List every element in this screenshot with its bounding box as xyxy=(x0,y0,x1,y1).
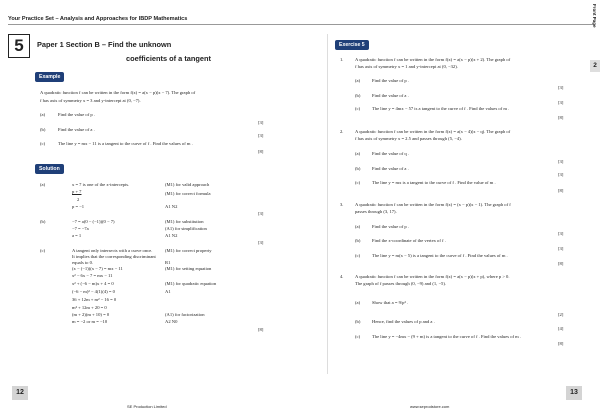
example-intro: A quadratic function f can be written in the form f(x) = a(x − p)(x − 7). The graph of xyxy=(40,90,196,95)
marks: [3] xyxy=(558,159,564,164)
solution-line: x² + (−6 − m)x + 4 = 0 xyxy=(72,281,114,286)
solution-part-label: (a) xyxy=(40,182,46,187)
solution-line: 2 xyxy=(77,197,80,202)
marks: [8] xyxy=(258,149,264,154)
question-part-label: (c) xyxy=(355,334,361,339)
marks: [3] xyxy=(558,100,564,105)
mark-scheme: (M1) for correct formula xyxy=(165,191,211,196)
question-number: 2. xyxy=(340,129,344,134)
example-part-label: (b) xyxy=(40,127,46,132)
book-title: Your Practice Set – Analysis and Approaches for IBDP Mathematics xyxy=(8,16,188,22)
marks: [8] xyxy=(258,327,264,332)
question-part-text: Find the value of p . xyxy=(372,78,409,83)
question-part-label: (c) xyxy=(355,180,361,185)
solution-part-label: (b) xyxy=(40,219,46,224)
section-title-line2: coefficients of a tangent xyxy=(126,54,212,63)
solution-line: (x − (−1))(x − 7) = mx − 11 xyxy=(72,266,123,271)
example-part-label: (a) xyxy=(40,112,46,117)
question-part-label: (a) xyxy=(355,300,361,305)
mark-scheme: A1 N2 xyxy=(165,204,178,209)
question-part-text: Show that a = 9/p² . xyxy=(372,300,409,305)
front-page-label: Front Page xyxy=(592,4,597,28)
question-stem: A quadratic function f can be written in the form f(x) = a(x − 4)(x − q). The graph of xyxy=(355,129,511,134)
solution-line: (m + 2)(m + 10) = 0 xyxy=(72,312,110,317)
question-part-label: (c) xyxy=(355,106,361,111)
section-number: 5 xyxy=(8,34,30,58)
question-part-label: (b) xyxy=(355,319,361,324)
chapter-side-tab: 2 xyxy=(590,60,600,72)
question-number: 3. xyxy=(340,202,344,207)
example-part-text: The line y = mx − 11 is a tangent to the curve of f . Find the values of m . xyxy=(58,141,193,146)
marks: [3] xyxy=(558,85,564,90)
question-part-label: (b) xyxy=(355,166,361,171)
solution-line: −7 = −7a xyxy=(72,226,89,231)
publisher-name: SE Production Limited xyxy=(127,404,167,409)
question-stem: A quadratic function f can be written in the form f(x) = (x − p)(x − 1). The graph of f xyxy=(355,202,511,207)
solution-line: x² − 6x − 7 = mx − 11 xyxy=(72,273,113,278)
question-stem: The graph of f passes through (0, −9) and (1, −5). xyxy=(355,281,447,286)
question-part-text: Hence, find the values of p and a . xyxy=(372,319,435,324)
solution-line: p + 7 xyxy=(72,189,82,194)
solution-line: It implies that the corresponding discriminant xyxy=(72,254,156,259)
solution-line: a = 1 xyxy=(72,233,82,238)
mark-scheme: A2 N0 xyxy=(165,319,178,324)
marks: [3] xyxy=(558,231,564,236)
left-page-number: 12 xyxy=(12,386,28,400)
question-stem: passes through (3, 17). xyxy=(355,209,397,214)
marks: [8] xyxy=(558,261,564,266)
marks: [8] xyxy=(558,115,564,120)
solution-line: p = −1 xyxy=(72,204,85,209)
question-part-text: Find the value of a . xyxy=(372,93,409,98)
question-part-label: (a) xyxy=(355,224,361,229)
question-number: 4. xyxy=(340,274,344,279)
solution-part-label: (c) xyxy=(40,248,46,253)
example-intro: f has axis of symmetry x = 3 and y-intercept at (0, −7). xyxy=(40,98,141,103)
question-stem: f has axis of symmetry x = 1 and y-intercept at (0, −32). xyxy=(355,64,458,69)
question-part-text: Find the value of q . xyxy=(372,151,409,156)
marks: [3] xyxy=(258,211,264,216)
exercise-tag: Exercise 5 xyxy=(335,40,369,50)
solution-line: equals to 0. xyxy=(72,260,94,265)
solution-line: 36 + 12m + m² − 16 = 0 xyxy=(72,297,117,302)
mark-scheme: (M1) for setting equation xyxy=(165,266,212,271)
question-part-text: The line y = mx is a tangent to the curve of f . Find the value of m . xyxy=(372,180,496,185)
question-part-text: The line y = 4mx − 57 is a tangent to the curve of f . Find the values of m . xyxy=(372,106,510,111)
marks: [8] xyxy=(558,188,564,193)
mark-scheme: (A1) for simplification xyxy=(165,226,207,231)
question-part-label: (b) xyxy=(355,93,361,98)
question-part-text: The line y = m(x − 5) is a tangent to the curve of f . Find the values of m . xyxy=(372,253,508,258)
solution-line: −7 = a(0 − (−1))(0 − 7) xyxy=(72,219,115,224)
marks: [8] xyxy=(558,341,564,346)
question-number: 1. xyxy=(340,57,344,62)
solution-line: x = 7 is one of the x-intercepts. xyxy=(72,182,130,187)
mark-scheme: (A1) for factorization xyxy=(165,312,205,317)
example-tag: Example xyxy=(35,72,64,82)
example-part-text: Find the value of a . xyxy=(58,127,95,132)
column-divider xyxy=(327,34,328,374)
solution-tag: Solution xyxy=(35,164,64,174)
marks: [3] xyxy=(258,120,264,125)
example-part-label: (c) xyxy=(40,141,46,146)
solution-line: m = −2 or m = −10 xyxy=(72,319,108,324)
question-part-text: Find the value of p . xyxy=(372,224,409,229)
mark-scheme: A1 xyxy=(165,289,171,294)
website-url: www.seprodstore.com xyxy=(410,404,450,409)
mark-scheme: R1 xyxy=(165,260,171,265)
mark-scheme: (M1) for substitution xyxy=(165,219,204,224)
question-stem: A quadratic function f can be written in the form f(x) = a(x − p)(x + 2). The graph of xyxy=(355,57,511,62)
section-title-line1: Paper 1 Section B – Find the unknown xyxy=(37,40,172,49)
marks: [3] xyxy=(558,172,564,177)
solution-line: (−6 − m)² − 4(1)(4) = 0 xyxy=(72,289,115,294)
example-part-text: Find the value of p . xyxy=(58,112,95,117)
mark-scheme: (M1) for correct property xyxy=(165,248,212,253)
question-stem: f has axis of symmetry x = 2.5 and passes through (5, −4). xyxy=(355,136,462,141)
right-page-number: 13 xyxy=(566,386,582,400)
marks: [3] xyxy=(258,133,264,138)
marks: [2] xyxy=(558,312,564,317)
mark-scheme: (M1) for valid approach xyxy=(165,182,210,187)
question-part-text: Find the x-coordinate of the vertex of f . xyxy=(372,238,446,243)
solution-line: m² + 12m + 20 = 0 xyxy=(72,305,107,310)
solution-line: A tangent only intersects with a curve once. xyxy=(72,248,153,253)
mark-scheme: (M1) for quadratic equation xyxy=(165,281,217,286)
mark-scheme: A1 N2 xyxy=(165,233,178,238)
question-part-label: (a) xyxy=(355,78,361,83)
question-stem: A quadratic function f can be written in the form f(x) = a(x − p)(x + p), where p > 0. xyxy=(355,274,510,279)
marks: [3] xyxy=(258,240,264,245)
marks: [3] xyxy=(558,246,564,251)
question-part-text: Find the value of a . xyxy=(372,166,409,171)
question-part-label: (a) xyxy=(355,151,361,156)
question-part-text: The line y = −4mx − (9 + m) is a tangent to the curve of f . Find the values of m . xyxy=(372,334,522,339)
header-rule xyxy=(8,24,592,25)
question-part-label: (b) xyxy=(355,238,361,243)
marks: [4] xyxy=(558,326,564,331)
question-part-label: (c) xyxy=(355,253,361,258)
